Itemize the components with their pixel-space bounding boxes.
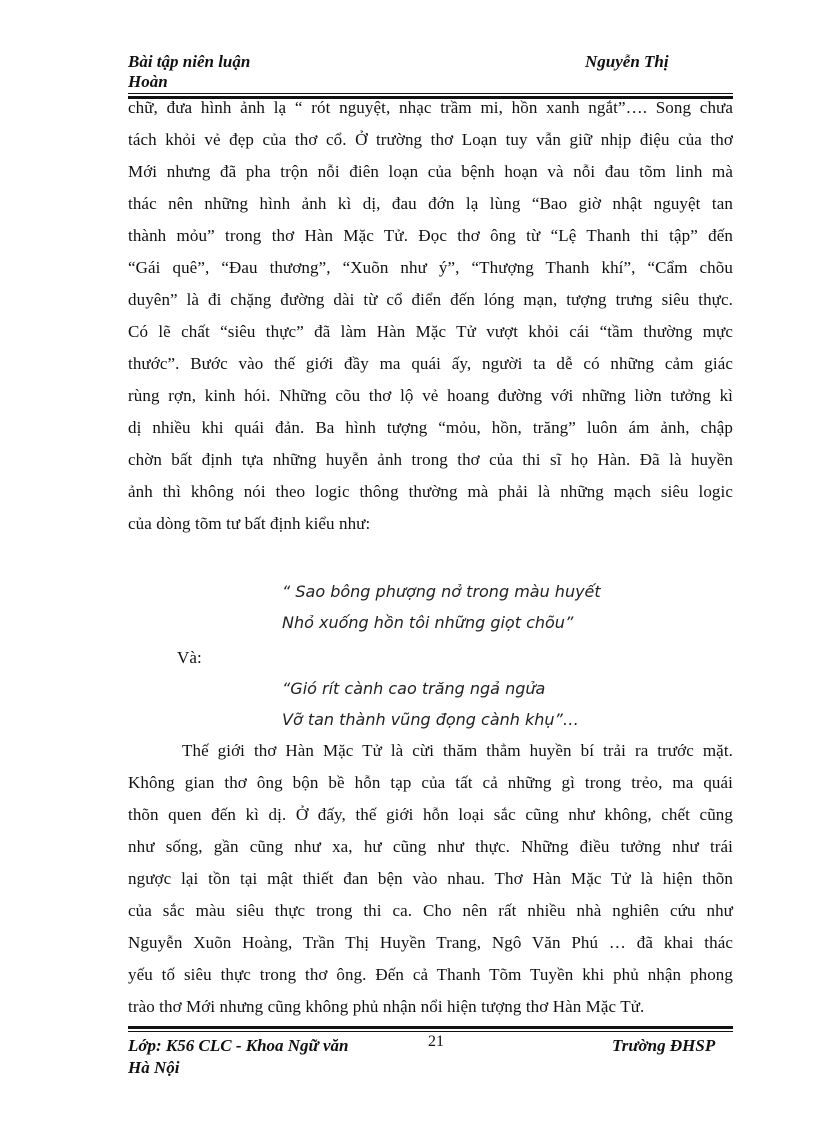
body-line: thác nên những hình ảnh kì dị, đau đớn lạ lùng “Bao giờ nhật nguyệt tan	[128, 194, 733, 213]
body-line: ảnh thì không nói theo logic thông thường mà phải là những mạch siêu logic	[128, 482, 733, 501]
body-line: tách khỏi vẻ đẹp của thơ cổ. Ở trường thơ Loạn tuy vẫn giữ nhịp điệu của thơ	[128, 130, 733, 149]
header-left	[128, 52, 250, 92]
header-right: Nguyễn Thị	[585, 52, 669, 71]
footer-left-line1: Lớp: K56 CLC - Khoa Ngữ văn	[128, 1036, 349, 1055]
body-line: của sắc màu siêu thực trong thi ca. Cho nên rất nhiều nhà nghiên cứu như	[128, 901, 733, 920]
poem-line: “Gió rít cành cao trăng ngả ngửa	[282, 679, 546, 698]
body-line: chữ, đưa hình ảnh lạ “ rót nguyệt, nhạc trầm mi, hồn xanh ngắt”…. Song chưa	[128, 98, 733, 117]
footer-left	[128, 1036, 349, 1078]
body-line: Mới nhưng đã pha trộn nỗi điên loạn của bệnh hoạn và nỗi đau tõm linh mà	[128, 162, 733, 181]
header-left-line2: Hoàn	[128, 72, 168, 91]
footer-left-line2: Hà Nội	[128, 1058, 180, 1077]
body-line: của dòng tõm tư bất định kiểu như:	[128, 514, 371, 533]
body-line: “Gái quê”, “Đau thương”, “Xuõn như ý”, “Thượng Thanh khí”, “Cẩm chõu	[128, 258, 733, 277]
body-line: duyên” là đi chặng đường dài từ cổ điển đến lóng mạn, tượng trưng siêu thực.	[128, 290, 733, 309]
poem-line: “ Sao bông phượng nở trong màu huyết	[282, 582, 601, 601]
poem-line: Vỡ tan thành vũng đọng cành khụ”…	[282, 710, 579, 729]
poem-line: Nhỏ xuống hồn tôi những giọt chõu”	[282, 613, 574, 632]
header-rule-thin	[128, 93, 733, 94]
body-line: Không gian thơ ông bộn bề hỗn tạp của tất cả những gì trong trẻo, ma quái	[128, 773, 733, 792]
body-line: như sống, gần cũng như xa, hư cũng như thực. Những điều tưởng như trái	[128, 837, 733, 856]
body-paragraph-2	[128, 741, 733, 1031]
header-left-line1: Bài tập niên luận	[128, 52, 251, 71]
connector-text: Và:	[177, 648, 202, 667]
page-number: 21	[428, 1033, 444, 1050]
body-line: dị nhiều khi quái đản. Ba hình tượng “mỏu, hồn, trăng” luôn ám ảnh, chập	[128, 418, 733, 437]
footer-rule-thin	[128, 1031, 733, 1032]
footer-right: Trường ĐHSP	[612, 1036, 716, 1055]
body-paragraph-1	[128, 98, 733, 538]
body-line: ngược lại tồn tại mật thiết đan bện vào nhau. Thơ Hàn Mặc Tử là hiện thõn	[128, 869, 733, 888]
body-line: chờn bất định tựa những huyễn ảnh trong thơ của thi sĩ họ Hàn. Đã là huyền	[128, 450, 733, 469]
body-line: yếu tố siêu thực trong thơ ông. Đến cả Thanh Tõm Tuyền khi phủ nhận phong	[128, 965, 733, 984]
body-line: thành mỏu” trong thơ Hàn Mặc Tử. Đọc thơ ông từ “Lệ Thanh thi tập” đến	[128, 226, 733, 245]
body-line: thõn quen đến kì dị. Ở đấy, thế giới hỗn loại sắc cũng như không, chết cũng	[128, 805, 733, 824]
body-line: thước”. Bước vào thế giới đầy ma quái ấy, người ta dễ có những cảm giác	[128, 354, 733, 373]
body-line: Có lẽ chất “siêu thực” đã làm Hàn Mặc Tử vượt khỏi cái “tầm thường mực	[128, 322, 733, 341]
body-line: Nguyễn Xuõn Hoàng, Trần Thị Huyền Trang, Ngô Văn Phú … đã khai thác	[128, 933, 733, 952]
body-line: trào thơ Mới nhưng cũng không phủ nhận nổi hiện tượng thơ Hàn Mặc Tử.	[128, 997, 645, 1016]
body-line: Thế giới thơ Hàn Mặc Tử là cừi thăm thẳm huyền bí trải ra trước mặt.	[182, 741, 733, 760]
footer-rule-thick	[128, 1026, 733, 1029]
body-line: rùng rợn, kinh hói. Những cõu thơ lộ vẻ hoang đường với những liờn tưởng kì	[128, 386, 733, 405]
